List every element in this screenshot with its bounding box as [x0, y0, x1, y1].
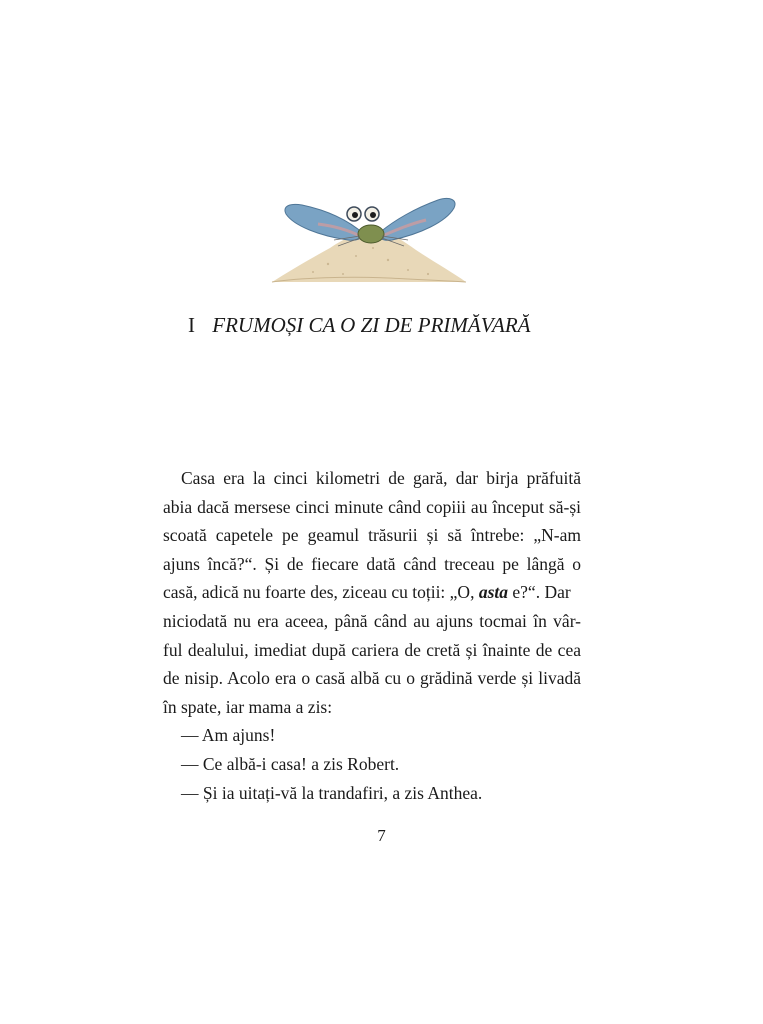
sand-fairy-illustration [268, 190, 468, 290]
line-part: casă, adică nu foarte des, ziceau cu toții: „O, [163, 582, 479, 603]
chapter-number: I [188, 313, 195, 337]
chapter-heading [188, 312, 608, 338]
paragraph-line: scoată capetele pe geamul trăsurii și să întrebe: „N-am [163, 525, 581, 546]
body-text [163, 464, 581, 807]
paragraph-line: ful dealului, imediat după cariera de cretă și înainte de cea [163, 639, 581, 660]
paragraph-line: abia dacă mersese cinci minute când copiii au început să-și [163, 496, 581, 517]
page-number: 7 [377, 826, 386, 845]
paragraph-line: în spate, iar mama a zis: [163, 696, 333, 717]
creature-body [358, 225, 384, 243]
dialogue-line: — Și ia uitați-vă la trandafiri, a zis Anthea. [181, 782, 483, 803]
paragraph-line [163, 578, 581, 607]
line-part: e?“. Dar [508, 582, 571, 603]
dialogue-line: — Ce albă-i casa! a zis Robert. [181, 753, 400, 774]
paragraph-line: de nisip. Acolo era o casă albă cu o grădină verde și livadă [163, 668, 581, 689]
paragraph-line: ajuns încă?“. Și de fiecare dată când treceau pe lângă o [163, 553, 581, 574]
emphasis-asta: asta [478, 582, 509, 603]
chapter-title: FRUMOȘI CA O ZI DE PRIMĂVARĂ [212, 313, 531, 337]
dialogue-line: — Am ajuns! [181, 725, 276, 746]
paragraph-line: niciodată nu era aceea, până când au ajuns tocmai în vâr- [163, 610, 581, 631]
paragraph-line: Casa era la cinci kilometri de gară, dar birja prăfuită [181, 468, 581, 488]
